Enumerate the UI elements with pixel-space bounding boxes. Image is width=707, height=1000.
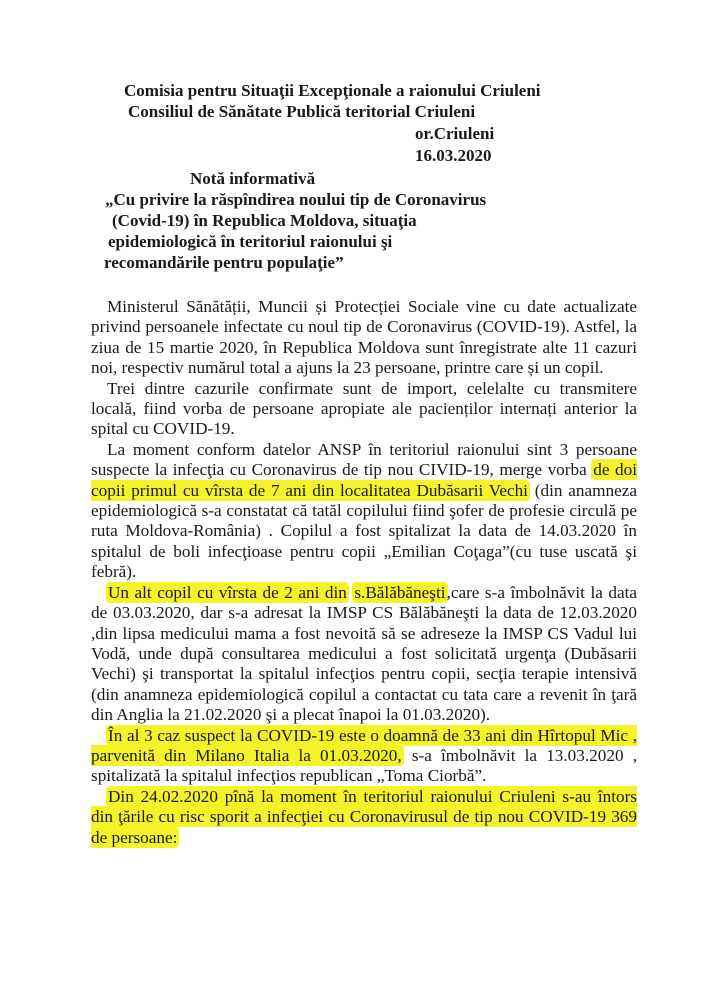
paragraph-text: ,care s-a îmbolnăvit la data de 03.03.2020, dar s-a adresat la IMSP CS Bălăbăneşti la data de 12.03.2020 ,din lipsa medicului mama a fost nevoită să se adreseze la IMSP CS Vadul lui Vodă, unde după consultarea medicului a fost solicitată urgenţa (Dubăsarii Vechi) şi transportat la spitalul infecţios pentru copii, secţia terapie intensivă (din anamneza epidemiologică copilul a contactat cu tata care a revenit în ţară din Anglia la 21.02.2020 şi a plecat înapoi la 01.03.2020). xyxy=(91,582,638,725)
note-title: Notă informativă xyxy=(190,169,316,188)
paragraph-third-case xyxy=(91,726,637,787)
header-council: Consiliul de Sănătate Publică teritorial Criuleni xyxy=(128,102,476,121)
header-date: 16.03.2020 xyxy=(415,146,492,165)
paragraph-import-cases: Trei dintre cazurile confirmate sunt de import, celelalte cu transmitere locală, fiind vorba de persoane apropiate ale pacienților internați anterior la spital cu COVID-19. xyxy=(91,378,637,439)
paragraph-text: (din anamneza epidemiologică s-a constatat că tatăl copilului fiind şofer de profesie circulă pe ruta Moldova-România) . Copilul a fost spitalizat la data de 14.03.2020 în spitalul de boli infecţioase pentru copii „Emilian Coţaga”(cu tuse uscată şi febră). xyxy=(91,480,638,582)
highlighted-text: de doi copii primul cu vîrsta de 7 ani din localitatea Dubăsarii Vechi xyxy=(91,460,638,500)
paragraph-suspect-cases xyxy=(91,440,637,583)
highlighted-text: s.Bălăbăneşti xyxy=(354,582,446,602)
paragraph-second-child xyxy=(91,583,637,726)
paragraph-ministry-update: Ministerul Sănătății, Muncii și Protecției Sociale vine cu date actualizate privind persoanele infectate cu noul tip de Coronavirus (COVID-19). Astfel, la ziua de 15 martie 2020, în Republica Moldova sunt înregistrate alte 11 cazuri noi, respectiv numărul total a ajuns la 23 persoane, printre care și un copil. xyxy=(91,297,637,378)
highlighted-text: Din 24.02.2020 pînă la moment în teritoriul raionului Criuleni s-au întors din ţările cu risc sporit a infecţiei cu Coronavirusul de tip nou COVID-19 369 de persoane: xyxy=(91,786,637,847)
note-subtitle-line: epidemiologică în teritoriul raionului şi xyxy=(108,232,393,251)
paragraph-text: La moment conform datelor ANSP în teritoriul raionului sint 3 persoane suspecte la infecţia cu Coronavirus de tip nou CIVID-19, merge vorba xyxy=(91,439,637,480)
highlighted-text: În al 3 caz suspect la COVID-19 este o doamnă de 33 ani din Hîrtopul Mic , parvenită din Milano Italia la 01.03.2020, xyxy=(91,725,637,765)
note-subtitle-line: (Covid-19) în Republica Moldova, situaţia xyxy=(112,211,417,230)
note-subtitle-line: recomandările pentru populaţie” xyxy=(104,253,344,272)
paragraph-returnees xyxy=(91,787,637,848)
header-commission: Comisia pentru Situaţii Excepţionale a raionului Criuleni xyxy=(124,81,541,100)
paragraph-text: s-a îmbolnăvit la 13.03.2020 , spitalizată la spitalul infecţios republican „Toma Ciorbă”. xyxy=(91,745,637,786)
header-location: or.Criuleni xyxy=(415,124,495,143)
body-text xyxy=(91,297,637,848)
highlighted-text: Un alt copil cu vîrsta de 2 ani din xyxy=(108,582,347,602)
note-subtitle-line: „Cu privire la răspîndirea noului tip de Coronavirus xyxy=(105,190,487,209)
